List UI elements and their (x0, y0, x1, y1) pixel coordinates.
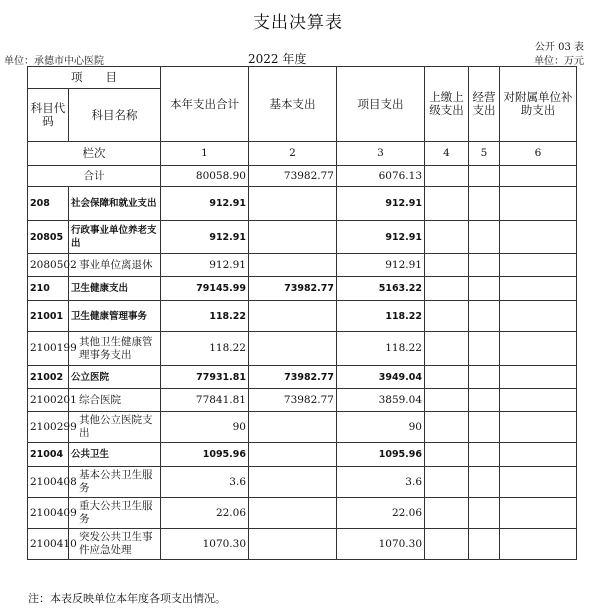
row-code: 20805 (28, 221, 69, 254)
row-basic (249, 529, 337, 560)
row-empty-c4 (425, 366, 469, 389)
table-row (28, 529, 577, 560)
row-empty-c6 (500, 529, 577, 560)
table-row (28, 332, 577, 366)
row-total: 3.6 (161, 467, 249, 498)
row-name: 基本公共卫生服务 (69, 467, 161, 498)
row-index-label: 栏次 (28, 142, 161, 166)
row-code: 210 (28, 277, 69, 301)
row-total: 118.22 (161, 332, 249, 366)
row-name: 合计 (28, 166, 161, 187)
row-empty-c4 (425, 187, 469, 221)
row-total: 1095.96 (161, 443, 249, 467)
row-name: 行政事业单位养老支出 (69, 221, 161, 254)
unit-label: 单位：承德市中心医院 (4, 56, 104, 67)
row-code: 2100199 (28, 332, 69, 366)
row-empty-c5 (469, 332, 500, 366)
row-project: 5163.22 (337, 277, 425, 301)
header-basic: 基本支出 (249, 67, 337, 142)
row-empty-c5 (469, 412, 500, 443)
row-total: 912.91 (161, 254, 249, 277)
row-empty-c4 (425, 332, 469, 366)
row-total: 912.91 (161, 221, 249, 254)
row-code: 2080502 (28, 254, 69, 277)
row-name: 公立医院 (69, 366, 161, 389)
currency-unit: 单位：万元 (534, 56, 584, 67)
row-project: 6076.13 (337, 166, 425, 187)
row-code: 21004 (28, 443, 69, 467)
row-name: 综合医院 (69, 389, 161, 412)
row-empty-c4 (425, 277, 469, 301)
row-empty-c5 (469, 467, 500, 498)
row-name: 卫生健康管理事务 (69, 301, 161, 332)
row-empty-c5 (469, 187, 500, 221)
row-code: 208 (28, 187, 69, 221)
row-empty-c5 (469, 277, 500, 301)
row-index-1: 1 (161, 142, 249, 166)
row-empty-c6 (500, 366, 577, 389)
row-index-5: 5 (469, 142, 500, 166)
row-total: 77841.81 (161, 389, 249, 412)
table-row (28, 277, 577, 301)
row-name: 社会保障和就业支出 (69, 187, 161, 221)
row-name: 其他公立医院支出 (69, 412, 161, 443)
table-row (28, 498, 577, 529)
row-project: 912.91 (337, 221, 425, 254)
row-empty-c4 (425, 166, 469, 187)
row-project: 3.6 (337, 467, 425, 498)
row-basic: 73982.77 (249, 277, 337, 301)
table-row (28, 389, 577, 412)
row-basic (249, 498, 337, 529)
row-project: 1095.96 (337, 443, 425, 467)
row-code: 2100410 (28, 529, 69, 560)
row-empty-c4 (425, 389, 469, 412)
row-name: 卫生健康支出 (69, 277, 161, 301)
row-empty-c4 (425, 498, 469, 529)
row-empty-c6 (500, 187, 577, 221)
row-name: 公共卫生 (69, 443, 161, 467)
row-basic (249, 467, 337, 498)
table-row (28, 443, 577, 467)
row-empty-c5 (469, 166, 500, 187)
row-empty-c6 (500, 412, 577, 443)
row-empty-c5 (469, 443, 500, 467)
table-row (28, 467, 577, 498)
row-code: 2100409 (28, 498, 69, 529)
row-basic (249, 221, 337, 254)
row-basic: 73982.77 (249, 366, 337, 389)
row-code: 2100408 (28, 467, 69, 498)
row-project: 22.06 (337, 498, 425, 529)
table-row (28, 301, 577, 332)
row-project: 1070.30 (337, 529, 425, 560)
row-empty-c6 (500, 221, 577, 254)
row-project: 3859.04 (337, 389, 425, 412)
row-total: 118.22 (161, 301, 249, 332)
row-empty-c6 (500, 389, 577, 412)
row-empty-c4 (425, 467, 469, 498)
row-name: 重大公共卫生服务 (69, 498, 161, 529)
row-total: 80058.90 (161, 166, 249, 187)
header-remit-upper: 上缴上级支出 (425, 67, 469, 142)
table-row (28, 412, 577, 443)
row-code: 2100299 (28, 412, 69, 443)
row-total: 1070.30 (161, 529, 249, 560)
row-empty-c5 (469, 529, 500, 560)
row-basic: 73982.77 (249, 389, 337, 412)
row-basic (249, 301, 337, 332)
table-row (28, 366, 577, 389)
row-basic (249, 412, 337, 443)
page-title: 支出决算表 (253, 13, 343, 33)
row-empty-c6 (500, 166, 577, 187)
row-name: 事业单位离退休 (69, 254, 161, 277)
row-index-6: 6 (500, 142, 577, 166)
row-empty-c5 (469, 221, 500, 254)
header-name: 科目名称 (69, 89, 161, 142)
table-row (28, 166, 577, 187)
row-code: 21001 (28, 301, 69, 332)
row-empty-c4 (425, 412, 469, 443)
expenditure-table (27, 66, 577, 560)
row-empty-c6 (500, 443, 577, 467)
row-empty-c4 (425, 254, 469, 277)
table-row (28, 187, 577, 221)
row-basic (249, 254, 337, 277)
row-total: 90 (161, 412, 249, 443)
header-project-expense: 项目支出 (337, 67, 425, 142)
row-index-3: 3 (337, 142, 425, 166)
row-empty-c6 (500, 254, 577, 277)
form-number: 公开 03 表 (534, 42, 584, 53)
row-empty-c4 (425, 221, 469, 254)
table-row (28, 254, 577, 277)
row-empty-c6 (500, 301, 577, 332)
row-total: 912.91 (161, 187, 249, 221)
footnote: 注：本表反映单位本年度各项支出情况。 (28, 592, 226, 605)
row-total: 79145.99 (161, 277, 249, 301)
row-project: 118.22 (337, 332, 425, 366)
row-basic (249, 187, 337, 221)
row-basic (249, 332, 337, 366)
row-empty-c4 (425, 529, 469, 560)
row-empty-c6 (500, 332, 577, 366)
row-basic: 73982.77 (249, 166, 337, 187)
row-empty-c5 (469, 498, 500, 529)
row-empty-c5 (469, 366, 500, 389)
row-name: 其他卫生健康管理事务支出 (69, 332, 161, 366)
row-project: 118.22 (337, 301, 425, 332)
header-subsidy: 对附属单位补助支出 (500, 67, 577, 142)
row-project: 3949.04 (337, 366, 425, 389)
header-project: 项 目 (28, 67, 161, 89)
row-index-2: 2 (249, 142, 337, 166)
header-operating: 经营支出 (469, 67, 500, 142)
table-row (28, 221, 577, 254)
row-empty-c5 (469, 254, 500, 277)
row-empty-c4 (425, 443, 469, 467)
row-code: 2100201 (28, 389, 69, 412)
fiscal-year: 2022 年度 (248, 52, 307, 66)
meta-line (0, 50, 596, 66)
row-empty-c6 (500, 498, 577, 529)
row-empty-c6 (500, 277, 577, 301)
row-empty-c5 (469, 301, 500, 332)
row-empty-c5 (469, 389, 500, 412)
row-code: 21002 (28, 366, 69, 389)
row-project: 912.91 (337, 254, 425, 277)
row-project: 912.91 (337, 187, 425, 221)
row-empty-c6 (500, 467, 577, 498)
row-index-4: 4 (425, 142, 469, 166)
row-basic (249, 443, 337, 467)
row-total: 22.06 (161, 498, 249, 529)
row-name: 突发公共卫生事件应急处理 (69, 529, 161, 560)
header-code: 科目代码 (28, 89, 69, 142)
row-empty-c4 (425, 301, 469, 332)
row-total: 77931.81 (161, 366, 249, 389)
header-total: 本年支出合计 (161, 67, 249, 142)
row-project: 90 (337, 412, 425, 443)
